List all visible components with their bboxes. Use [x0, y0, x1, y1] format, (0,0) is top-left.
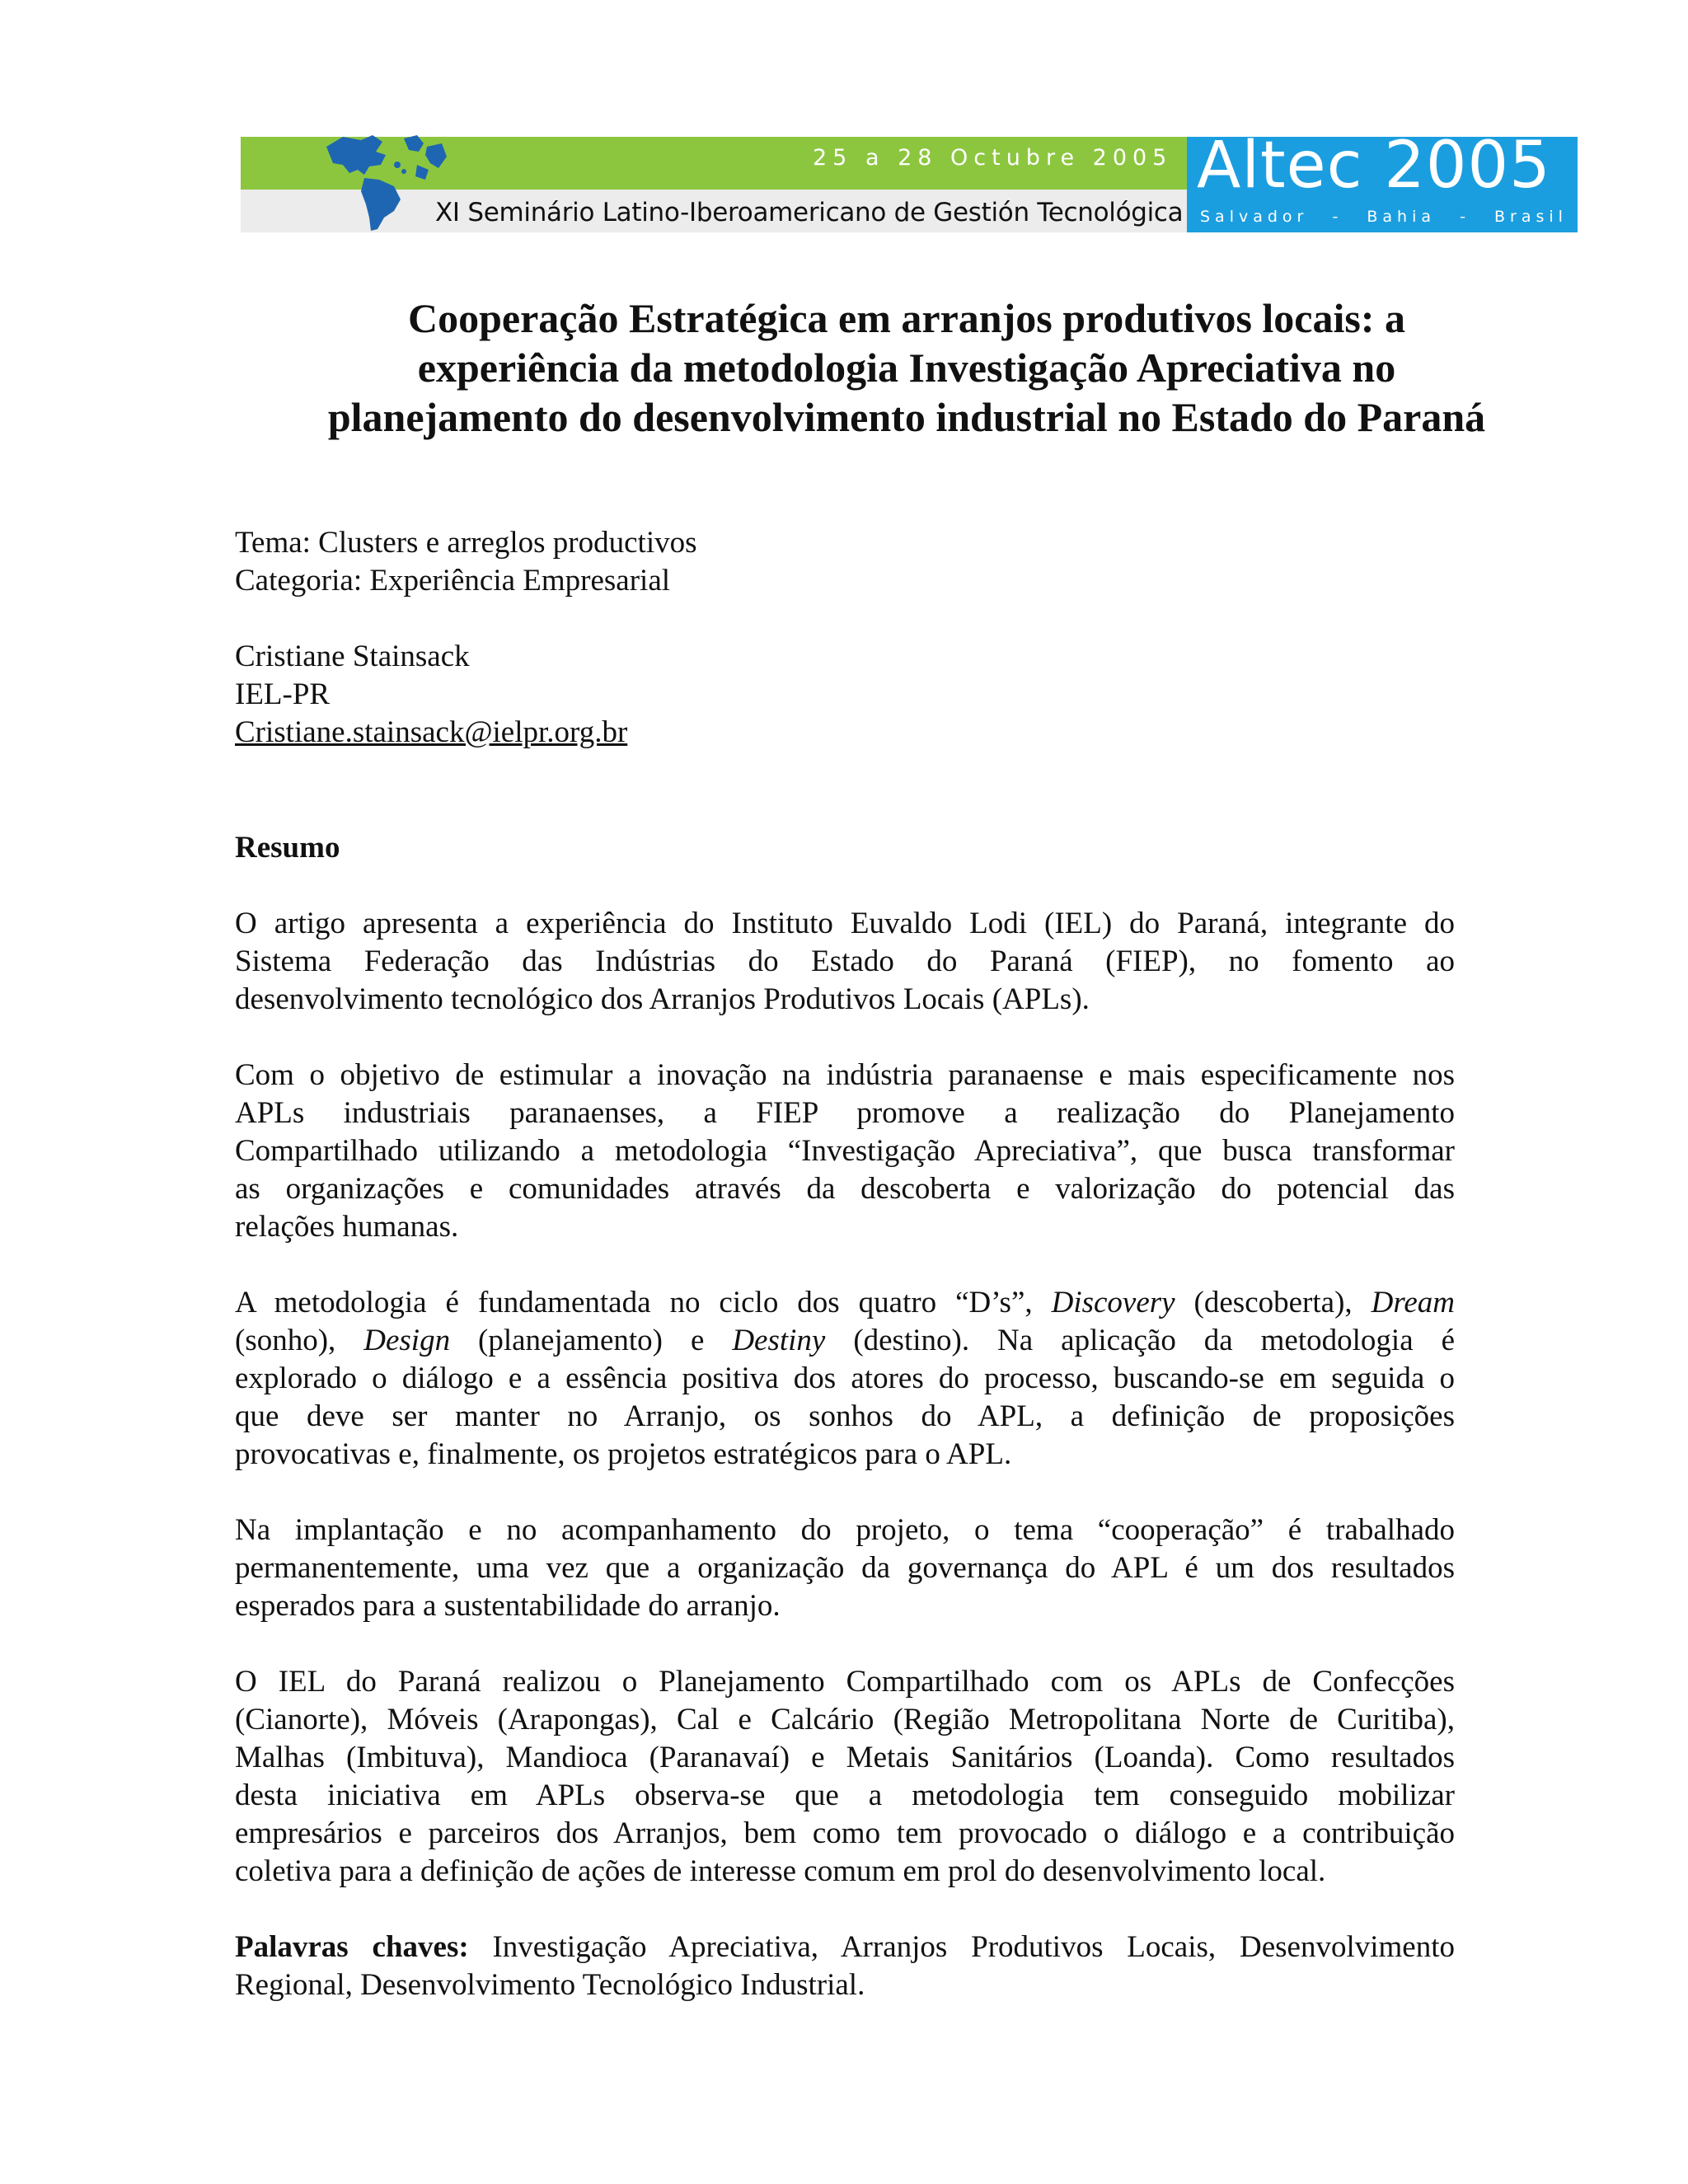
conference-banner — [241, 129, 1578, 232]
text-line: Regional, Desenvolvimento Tecnológico Industrial. — [235, 1968, 865, 2002]
abstract-heading: Resumo — [235, 831, 340, 865]
text-run: (descoberta), — [1175, 1286, 1372, 1319]
text-line: as organizações e comunidades através da descoberta e valorização do potencial das — [235, 1172, 1455, 1206]
text-run: (sonho), — [235, 1324, 364, 1357]
text-line: desenvolvimento tecnológico dos Arranjos Produtivos Locais (APLs). — [235, 982, 1090, 1016]
abstract-paragraph-1 — [235, 905, 1455, 1019]
text-line: Com o objetivo de estimular a inovação na indústria paranaense e mais especificamente nos — [235, 1058, 1455, 1092]
banner-dates: 25 a 28 Octubre 2005 — [813, 145, 1173, 171]
text-line: esperados para a sustentabilidade do arranjo. — [235, 1589, 781, 1623]
term-destiny: Destiny — [732, 1324, 826, 1357]
text-line: desta iniciativa em APLs observa-se que a metodologia tem conseguido mobilizar — [235, 1779, 1455, 1812]
text-line: Sistema Federação das Indústrias do Estado do Paraná (FIEP), no fomento ao — [235, 944, 1455, 978]
term-design: Design — [363, 1324, 451, 1357]
text-line: que deve ser manter no Arranjo, os sonhos do APL, a definição de proposições — [235, 1399, 1455, 1433]
term-discovery: Discovery — [1051, 1286, 1175, 1319]
text-line: O IEL do Paraná realizou o Planejamento Compartilhado com os APLs de Confecções — [235, 1665, 1455, 1699]
text-line: Malhas (Imbituva), Mandioca (Paranavaí) e Metais Sanitários (Loanda). Como resultados — [235, 1741, 1455, 1774]
text-line: relações humanas. — [235, 1210, 459, 1244]
text-line: APLs industriais paranaenses, a FIEP promove a realização do Planejamento — [235, 1096, 1455, 1130]
title-line: planejamento do desenvolvimento industrial no Estado do Paraná — [327, 394, 1486, 440]
text-line: explorado o diálogo e a essência positiva dos atores do processo, buscando-se em seguida o — [235, 1361, 1455, 1395]
text-line: Compartilhado utilizando a metodologia “Investigação Apreciativa”, que busca transformar — [235, 1134, 1455, 1168]
location-separator: - — [1332, 208, 1343, 226]
text-run: A metodologia é fundamentada no ciclo dos quatro “D’s”, — [235, 1286, 1052, 1319]
text-line: coletiva para a definição de ações de interesse comum em prol do desenvolvimento local. — [235, 1854, 1326, 1888]
abstract-paragraph-3 — [235, 1284, 1455, 1474]
location-city: Salvador — [1200, 208, 1309, 226]
text-line — [235, 1322, 1455, 1360]
text-line: (Cianorte), Móveis (Arapongas), Cal e Calcário (Região Metropolitana Norte de Curitiba), — [235, 1703, 1455, 1736]
text-line — [235, 1284, 1455, 1322]
author-block — [235, 638, 627, 752]
keywords-text: Investigação Apreciativa, Arranjos Produtivos Locais, Desenvolvimento — [468, 1930, 1455, 1964]
location-country: Brasil — [1494, 208, 1568, 226]
paper-title — [181, 293, 1632, 442]
text-line: empresários e parceiros dos Arranjos, bem como tem provocado o diálogo e a contribuição — [235, 1816, 1455, 1850]
text-line: O artigo apresenta a experiência do Instituto Euvaldo Lodi (IEL) do Paraná, integrante do — [235, 907, 1455, 940]
abstract-paragraph-2 — [235, 1057, 1455, 1246]
location-separator: - — [1460, 208, 1470, 226]
americas-map-logo — [318, 132, 450, 232]
keywords-label: Palavras chaves: — [235, 1930, 469, 1964]
text-run: (planejamento) e — [450, 1324, 733, 1357]
text-line: Na implantação e no acompanhamento do projeto, o tema “cooperação” é trabalhado — [235, 1513, 1455, 1547]
title-line: Cooperação Estratégica em arranjos produtivos locais: a — [407, 295, 1405, 341]
text-line: provocativas e, finalmente, os projetos estratégicos para o APL. — [235, 1437, 1012, 1471]
paper-category: Categoria: Experiência Empresarial — [235, 564, 671, 598]
text-line: permanentemente, uma vez que a organização da governança do APL é um dos resultados — [235, 1551, 1455, 1585]
abstract-paragraph-5 — [235, 1663, 1455, 1891]
abstract-paragraph-4 — [235, 1511, 1455, 1625]
author-affiliation: IEL-PR — [235, 677, 331, 711]
banner-seminar-name: XI Seminário Latino-Iberoamericano de Gestión Tecnológica — [435, 198, 1184, 227]
theme-category-block — [235, 524, 697, 600]
location-state: Bahia — [1367, 208, 1437, 226]
text-run: (destino). Na aplicação da metodologia é — [825, 1324, 1455, 1357]
paper-theme: Tema: Clusters e arreglos productivos — [235, 526, 697, 560]
term-dream: Dream — [1371, 1286, 1455, 1319]
author-email-link[interactable]: Cristiane.stainsack@ielpr.org.br — [235, 715, 628, 749]
text-line — [235, 1929, 1455, 1966]
banner-location — [1200, 208, 1568, 226]
keywords-paragraph — [235, 1929, 1455, 2004]
author-name: Cristiane Stainsack — [235, 640, 470, 673]
title-line: experiência da metodologia Investigação Apreciativa no — [417, 344, 1396, 391]
banner-brand-logo: Altec 2005 — [1197, 129, 1551, 203]
